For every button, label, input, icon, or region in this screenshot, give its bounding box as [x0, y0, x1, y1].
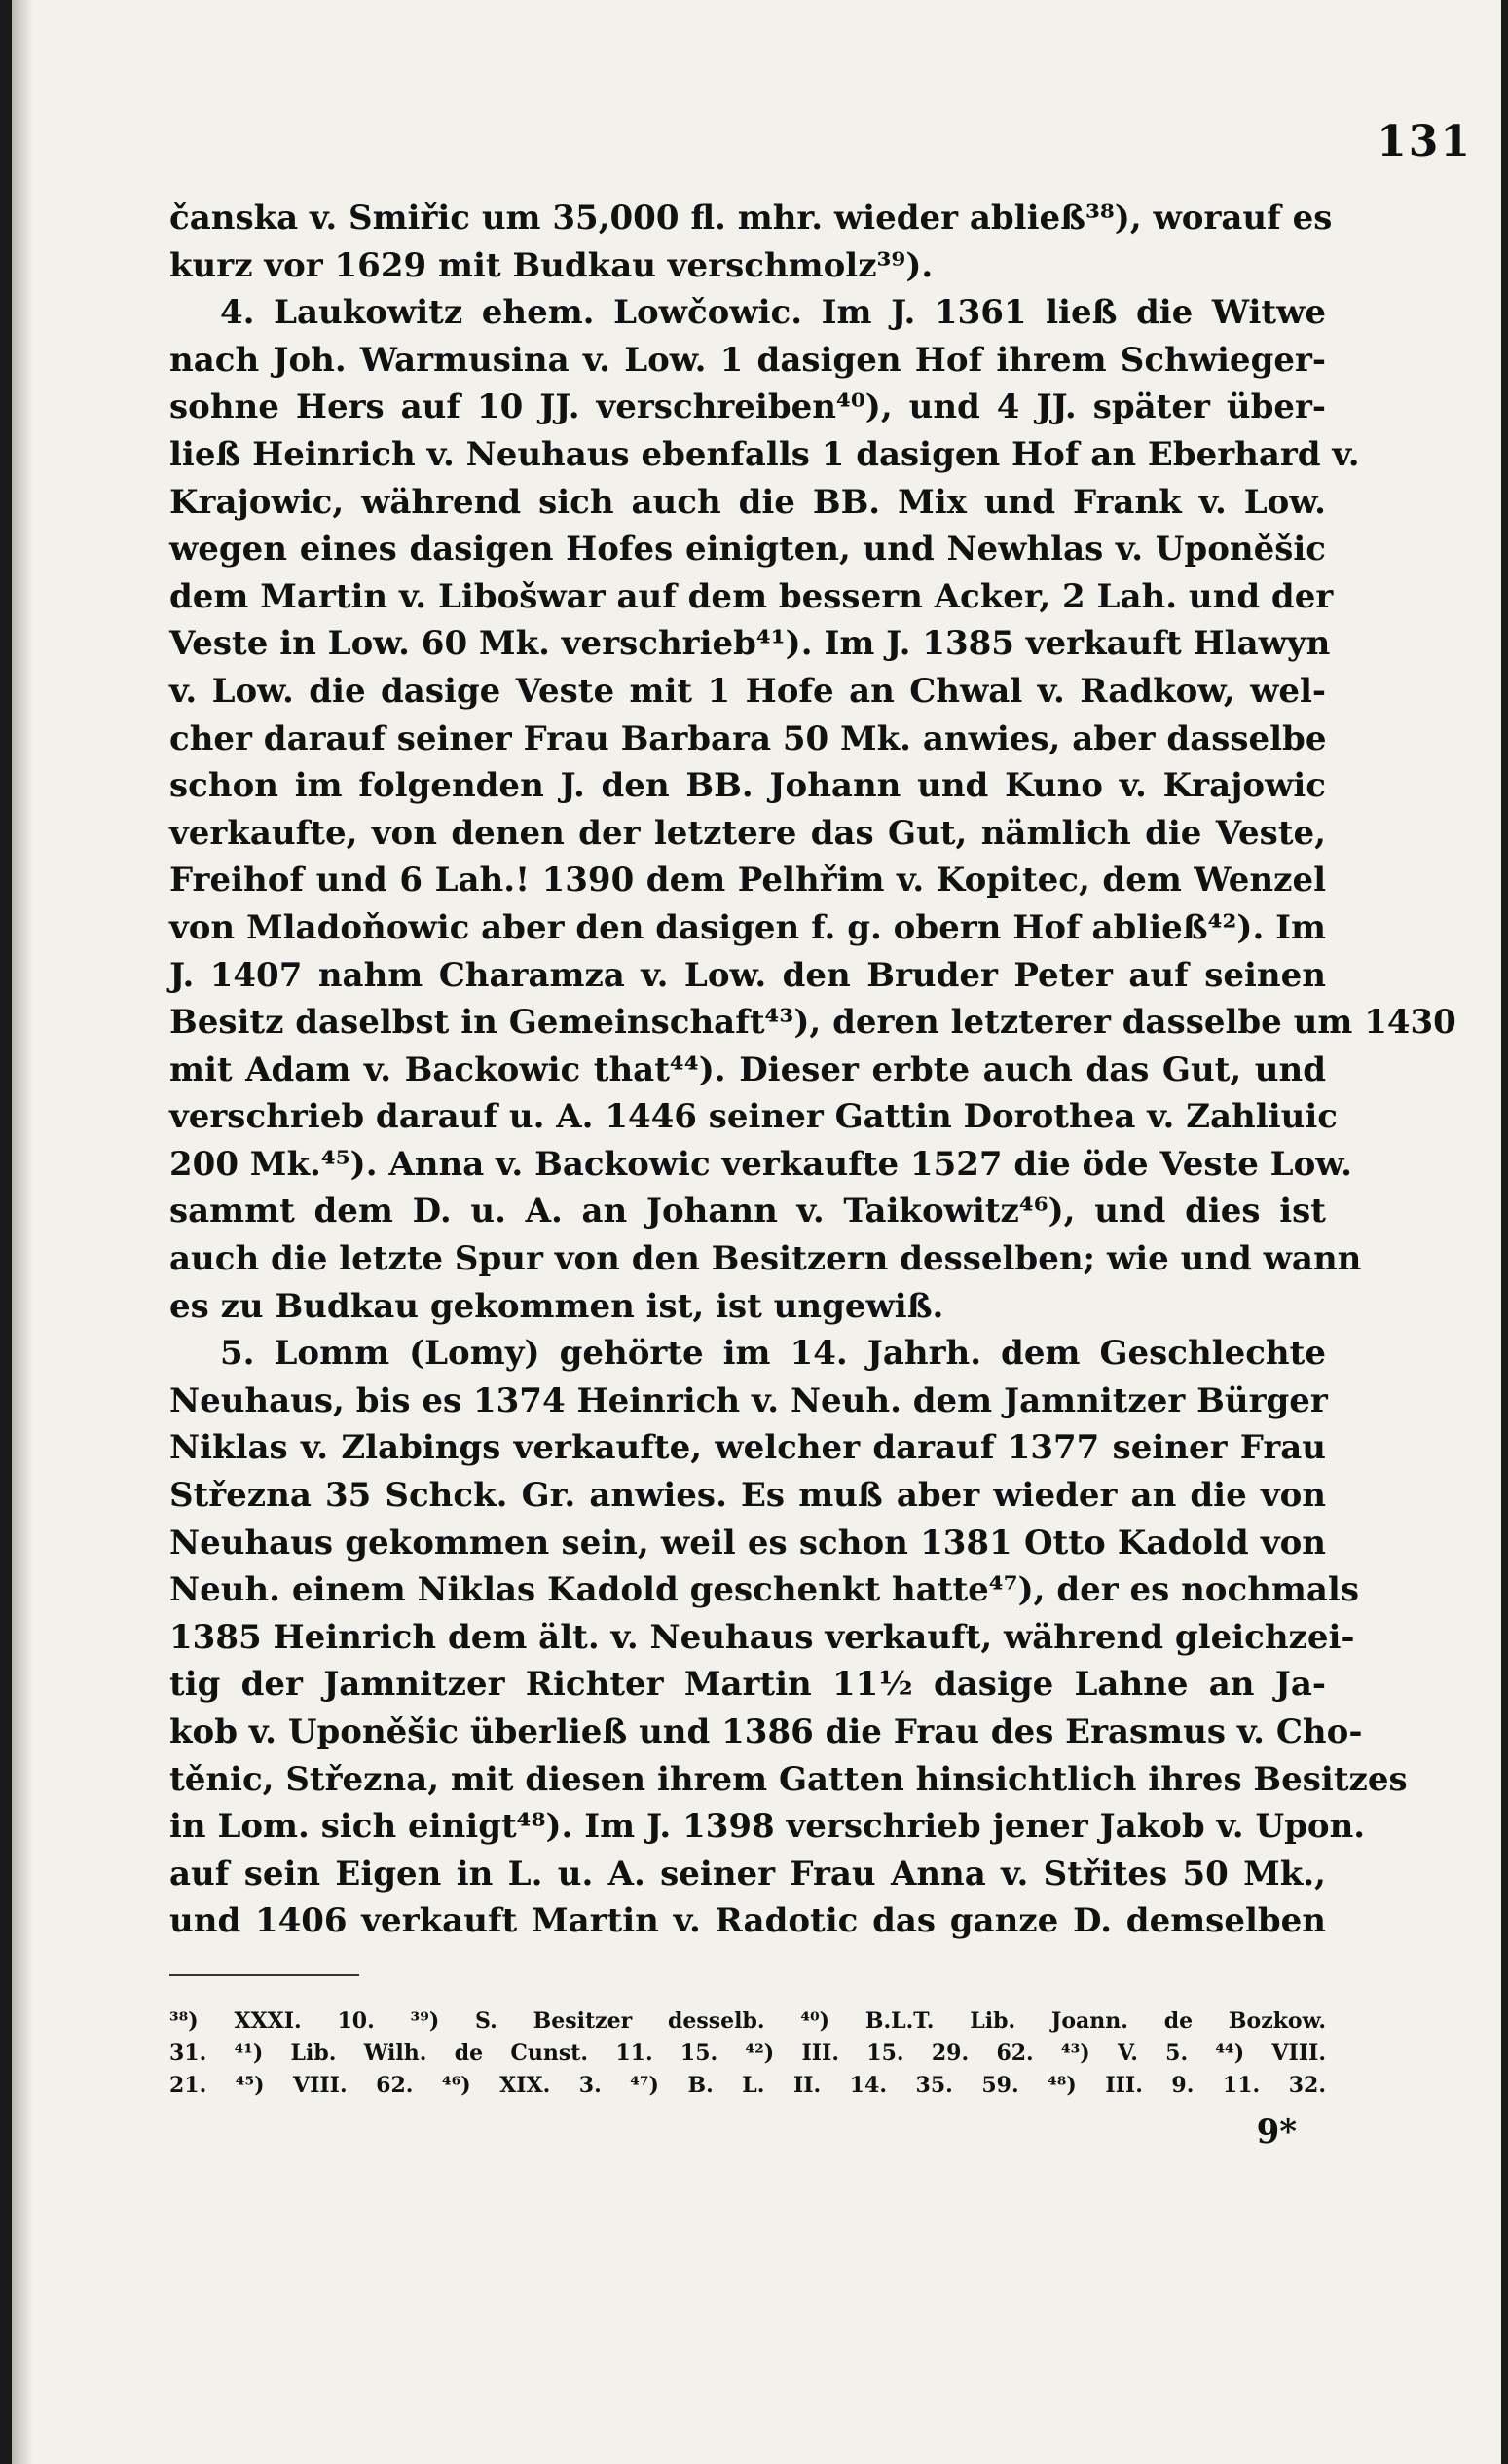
text-line: Besitz daselbst in Gemeinschaft⁴³), deren letzterer dasselbe um 1430 [169, 1003, 1456, 1043]
text-line: sammt dem D. u. A. an Johann v. Taikowitz⁴⁶), und dies ist [169, 1192, 1326, 1232]
text-line: Niklas v. Zlabings verkaufte, welcher darauf 1377 seiner Frau [169, 1428, 1326, 1468]
text-line: Neuhaus gekommen sein, weil es schon 1381 Otto Kadold von [169, 1523, 1326, 1563]
text-line: auch die letzte Spur von den Besitzern desselben; wie und wann [169, 1239, 1362, 1279]
text-line: und 1406 verkauft Martin v. Radotic das ganze D. demselben [169, 1901, 1326, 1941]
text-line: verkaufte, von denen der letztere das Gut, nämlich die Veste, [169, 813, 1326, 853]
text-line: Neuhaus, bis es 1374 Heinrich v. Neuh. dem Jamnitzer Bürger [169, 1380, 1328, 1420]
text-line: sohne Hers auf 10 JJ. verschreiben⁴⁰), und 4 JJ. später über- [169, 387, 1326, 427]
text-line: kob v. Uponěšic überließ und 1386 die Frau des Erasmus v. Cho- [169, 1712, 1363, 1751]
text-line: nach Joh. Warmusina v. Low. 1 dasigen Hof ihrem Schwieger- [169, 340, 1326, 380]
footnote-line: ³⁸) XXXI. 10. ³⁹) S. Besitzer desselb. ⁴⁰) B.L.T. Lib. Joann. de Bozkow. [169, 2008, 1326, 2034]
footnote-divider [169, 1974, 359, 1976]
text-line: von Mladoňowic aber den dasigen f. g. obern Hof abließ⁴²). Im [169, 907, 1326, 947]
text-line: 1385 Heinrich dem ält. v. Neuhaus verkauft, während gleichzei- [169, 1617, 1355, 1657]
signature-mark: 9* [1256, 2113, 1297, 2151]
text-line: Freihof und 6 Lah.! 1390 dem Pelhřim v. Kopitec, dem Wenzel [169, 861, 1326, 901]
text-line: in Lom. sich einigt⁴⁸). Im J. 1398 verschrieb jener Jakob v. Upon. [169, 1807, 1366, 1847]
text-line: es zu Budkau gekommen ist, ist ungewiß. [169, 1286, 944, 1326]
text-line: auf sein Eigen in L. u. A. seiner Frau Anna v. Střites 50 Mk., [169, 1854, 1326, 1894]
body-text [169, 195, 1456, 1945]
text-line: kurz vor 1629 mit Budkau verschmolz³⁹). [169, 245, 934, 285]
text-line: dem Martin v. Libošwar auf dem bessern Acker, 2 Lah. und der [169, 576, 1334, 616]
text-line: čanska v. Smiřic um 35,000 fl. mhr. wieder abließ³⁸), worauf es [169, 199, 1333, 238]
text-line: verschrieb darauf u. A. 1446 seiner Gattin Dorothea v. Zahliuic [169, 1097, 1338, 1137]
text-line: wegen eines dasigen Hofes einigten, und Newhlas v. Uponěšic [169, 530, 1326, 570]
text-line: ließ Heinrich v. Neuhaus ebenfalls 1 dasigen Hof an Eberhard v. [169, 434, 1360, 474]
text-line: cher darauf seiner Frau Barbara 50 Mk. anwies, aber dasselbe [169, 718, 1327, 758]
page-edge-shadow [12, 0, 33, 2464]
text-line: Krajowic, während sich auch die BB. Mix und Frank v. Low. [169, 482, 1326, 522]
footnotes [169, 2005, 1326, 2102]
text-line: J. 1407 nahm Charamza v. Low. den Bruder Peter auf seinen [169, 955, 1326, 995]
text-line: v. Low. die dasige Veste mit 1 Hofe an Chwal v. Radkow, wel- [169, 671, 1326, 711]
text-line: Střezna 35 Schck. Gr. anwies. Es muß aber wieder an die von [169, 1476, 1326, 1516]
text-line: Neuh. einem Niklas Kadold geschenkt hatte⁴⁷), der es nochmals [169, 1570, 1359, 1610]
text-line: tig der Jamnitzer Richter Martin 11½ dasige Lahne an Ja- [169, 1665, 1326, 1705]
book-page [12, 0, 1501, 2464]
text-line: mit Adam v. Backowic that⁴⁴). Dieser erbte auch das Gut, und [169, 1049, 1326, 1089]
page-number: 131 [1377, 117, 1472, 166]
section-heading-line: 4. Laukowitz ehem. Lowčowic. Im J. 1361 ließ die Witwe [220, 293, 1326, 333]
footnote-line: 21. ⁴⁵) VIII. 62. ⁴⁶) XIX. 3. ⁴⁷) B. L. II. 14. 35. 59. ⁴⁸) III. 9. 11. 32. [169, 2073, 1326, 2098]
section-heading-line: 5. Lomm (Lomy) gehörte im 14. Jahrh. dem Geschlechte [220, 1334, 1326, 1374]
text-line: Veste in Low. 60 Mk. verschrieb⁴¹). Im J. 1385 verkauft Hlawyn [169, 624, 1331, 664]
text-line: schon im folgenden J. den BB. Johann und Kuno v. Krajowic [169, 766, 1326, 806]
footnote-line: 31. ⁴¹) Lib. Wilh. de Cunst. 11. 15. ⁴²) III. 15. 29. 62. ⁴³) V. 5. ⁴⁴) VIII. [169, 2041, 1326, 2066]
text-line: těnic, Střezna, mit diesen ihrem Gatten hinsichtlich ihres Besitzes [169, 1759, 1408, 1799]
text-line: 200 Mk.⁴⁵). Anna v. Backowic verkaufte 1527 die öde Veste Low. [169, 1144, 1352, 1184]
